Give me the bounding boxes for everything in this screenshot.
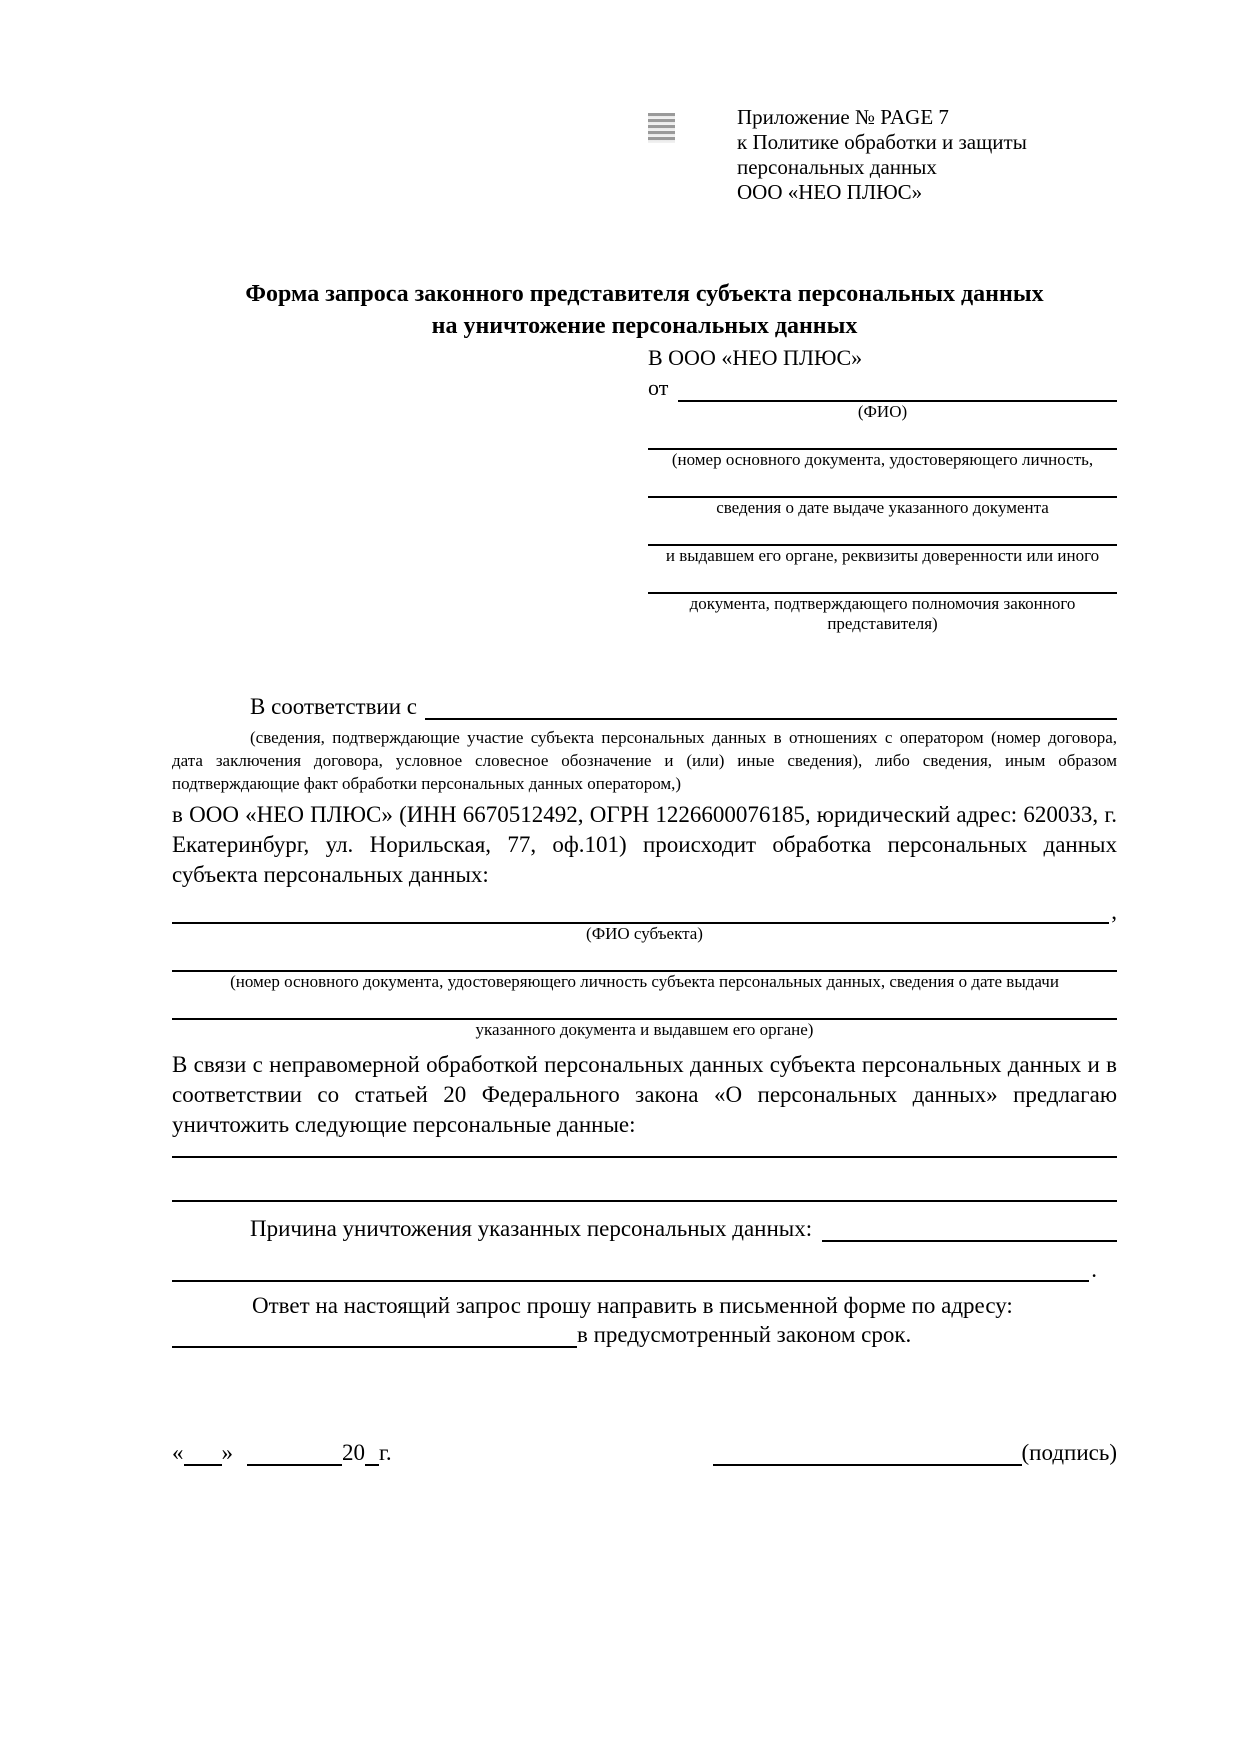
date-year-prefix: 20	[342, 1440, 365, 1465]
reason-continuation-row	[172, 1258, 1117, 1282]
appendix-block	[737, 105, 1117, 205]
document-title-line1: Форма запроса законного представителя субъекта персональных данных	[245, 281, 1044, 307]
caption-doc-2: сведения о дате выдаче указанного документа	[716, 498, 1049, 517]
date-quote-close: »	[221, 1440, 233, 1465]
caption-doc-3: и выдавшем его органе, реквизиты доверенности или иного	[665, 546, 1100, 565]
from-label: от	[648, 375, 669, 400]
reason-trailing-period: .	[1091, 1257, 1097, 1282]
appendix-line: ООО «НЕО ПЛЮС»	[737, 180, 923, 204]
from-row	[648, 372, 1117, 402]
caption-subject-doc-2: указанного документа и выдавшем его органе)	[475, 1020, 814, 1039]
document-title-line2: на уничтожение персональных данных	[431, 313, 858, 339]
operator-paragraph: в ООО «НЕО ПЛЮС» (ИНН 6670512492, ОГРН 1226600076185, юридический адрес: 620033, г. Екатеринбург, ул. Норильская, 77, оф.101) происходит обработка персональных данных субъекта персональных данных:	[172, 802, 1117, 887]
signature-row	[172, 1436, 1117, 1466]
signature-caption: (подпись)	[1021, 1440, 1117, 1465]
appendix-line: к Политике обработки и защиты	[737, 130, 1027, 154]
reply-address-blank[interactable]	[172, 1322, 577, 1348]
reply-address-row	[172, 1320, 1117, 1348]
date-spacer	[233, 1440, 247, 1466]
appendix-line: персональных данных	[737, 155, 937, 179]
accordance-label: В соответствии с	[250, 694, 418, 719]
date-group	[172, 1440, 392, 1466]
data-to-destroy-blank-1[interactable]	[172, 1156, 1117, 1158]
date-year-blank[interactable]	[365, 1440, 379, 1466]
signature-blank[interactable]	[713, 1440, 1022, 1466]
date-quote-open: «	[172, 1440, 184, 1465]
subject-fio-trailing-comma: ,	[1111, 899, 1117, 924]
date-month-blank[interactable]	[247, 1440, 342, 1466]
date-year-suffix: г.	[379, 1440, 392, 1465]
addressee-block	[648, 344, 1117, 634]
caption-doc-4: документа, подтверждающего полномочия законного представителя)	[689, 594, 1076, 633]
caption-subject-doc-1: (номер основного документа, удостоверяющего личность субъекта персональных данных, сведения о дате выдачи	[230, 972, 1059, 991]
reply-suffix: в предусмотренный законом срок.	[577, 1322, 912, 1347]
caption-subject-fio: (ФИО субъекта)	[586, 924, 703, 943]
reason-blank-continuation[interactable]	[172, 1280, 1089, 1282]
document-title	[172, 278, 1117, 342]
fine-print-note: (сведения, подтверждающие участие субъекта персональных данных в отношениях с оператором (номер договора, дата заключения договора, условное словесное обозначение и (или) иные сведения), либо сведения, иным образом подтверждающие факт обработки персональных данных оператором,)	[172, 728, 1117, 793]
demand-paragraph: В связи с неправомерной обработкой персональных данных субъекта персональных данных и в соответствии со статьей 20 Федерального закона «О персональных данных» предлагаю уничтожить следующие персональные данные:	[172, 1052, 1117, 1137]
date-day-blank[interactable]	[184, 1440, 222, 1466]
addressee-to: В ООО «НЕО ПЛЮС»	[648, 345, 863, 370]
reply-paragraph: Ответ на настоящий запрос прошу направить в письменной форме по адресу:	[252, 1293, 1013, 1318]
reason-label: Причина уничтожения указанных персональных данных:	[250, 1216, 813, 1241]
data-to-destroy-blank-2[interactable]	[172, 1200, 1117, 1202]
caption-doc-1: (номер основного документа, удостоверяющего личность,	[671, 450, 1094, 469]
subject-fio-row	[172, 900, 1117, 924]
reason-row	[172, 1214, 1117, 1242]
signature-group	[713, 1440, 1117, 1466]
caption-fio: (ФИО)	[857, 402, 908, 421]
reason-blank[interactable]	[822, 1240, 1117, 1242]
accordance-blank[interactable]	[425, 718, 1117, 720]
page-content	[172, 105, 1117, 1466]
appendix-line: Приложение № PAGE 7	[737, 105, 949, 129]
accordance-row	[172, 692, 1117, 720]
